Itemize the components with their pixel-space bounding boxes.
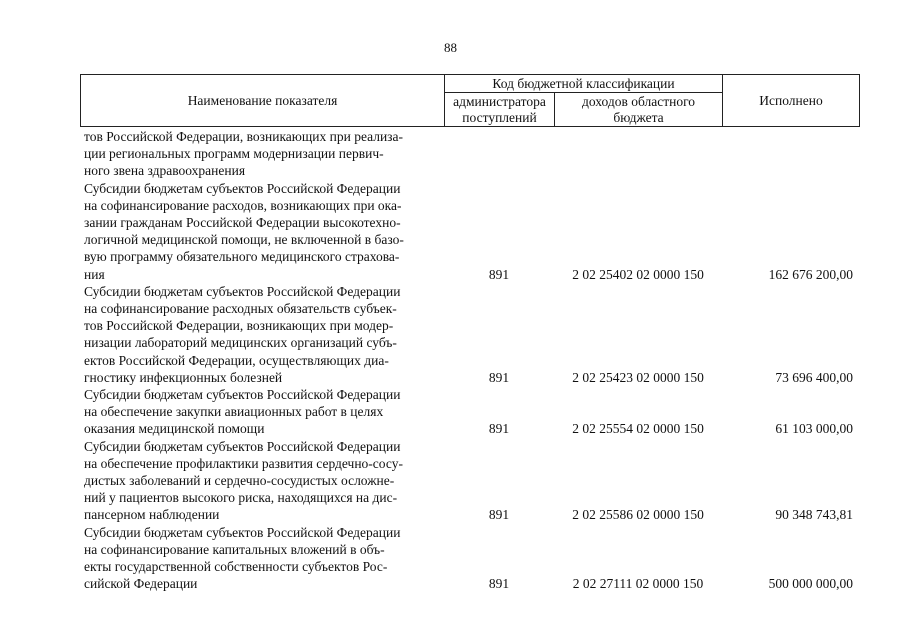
indicator-name-line: на обеспечение профилактики развития сердечно-сосу- <box>84 455 403 471</box>
indicator-name-line: ния <box>84 266 105 282</box>
indicator-name-line: дистых заболеваний и сердечно-сосудистых осложне- <box>84 473 395 489</box>
admin-code: 891 <box>488 507 510 523</box>
indicator-name-line: Субсидии бюджетам субъектов Российской Федерации <box>84 438 401 454</box>
header-admin-line: поступлений <box>462 109 537 125</box>
indicator-name <box>80 128 440 180</box>
page-number: 88 <box>444 40 457 55</box>
indicator-name-line: Субсидии бюджетам субъектов Российской Федерации <box>84 387 401 403</box>
income-code: 2 02 25554 02 0000 150 <box>572 421 704 437</box>
table-row <box>80 524 859 593</box>
header-income-line: доходов областного <box>581 93 696 109</box>
indicator-name-line: на софинансирование капитальных вложений в объ- <box>84 541 385 557</box>
income-code: 2 02 25402 02 0000 150 <box>572 266 704 282</box>
indicator-name-line: зании гражданам Российской Федерации высокотехно- <box>84 215 401 231</box>
indicator-name-line: тов Российской Федерации, возникающих при модер- <box>84 318 394 334</box>
table-row <box>80 128 859 180</box>
indicator-name-line: низации лабораторий медицинских организаций субъ- <box>84 335 397 351</box>
indicator-name <box>80 386 440 438</box>
indicator-name-line: вую программу обязательного медицинского страхова- <box>84 249 400 265</box>
indicator-name-line: пансерном наблюдении <box>84 507 220 523</box>
indicator-name-line: оказания медицинской помощи <box>84 421 265 437</box>
indicator-name-line: на обеспечение закупки авиационных работ в целях <box>84 404 384 420</box>
admin-code: 891 <box>488 266 510 282</box>
header-income-line: бюджета <box>613 109 664 125</box>
header-admin-column <box>445 93 555 127</box>
executed-amount: 73 696 400,00 <box>775 369 853 385</box>
table-body <box>80 128 859 592</box>
indicator-name <box>80 438 440 524</box>
indicator-name-line: на софинансирование расходов, возникающих при ока- <box>84 197 402 213</box>
admin-code: 891 <box>488 421 510 437</box>
indicator-name-line: ектов Российской Федерации, осуществляющих диа- <box>84 352 389 368</box>
indicator-name <box>80 524 440 593</box>
indicator-name-line: логичной медицинской помощи, не включенной в базо- <box>84 232 404 248</box>
income-code: 2 02 25586 02 0000 150 <box>572 507 704 523</box>
indicator-name-line: на софинансирование расходных обязательств субъек- <box>84 301 397 317</box>
header-income-column <box>555 93 723 127</box>
table-row <box>80 180 859 283</box>
admin-code: 891 <box>488 576 510 592</box>
table-row <box>80 386 859 438</box>
header-code-group: Код бюджетной классификации <box>445 75 723 93</box>
header-executed-column: Исполнено <box>723 75 860 127</box>
indicator-name <box>80 283 440 386</box>
indicator-name-line: Субсидии бюджетам субъектов Российской Федерации <box>84 524 401 540</box>
indicator-name-line: ного звена здравоохранения <box>84 163 246 179</box>
executed-amount: 90 348 743,81 <box>775 507 853 523</box>
executed-amount: 61 103 000,00 <box>775 421 853 437</box>
executed-amount: 500 000 000,00 <box>768 576 853 592</box>
indicator-name-line: ции региональных программ модернизации первич- <box>84 146 384 162</box>
income-code: 2 02 27111 02 0000 150 <box>572 576 704 592</box>
indicator-name-line: тов Российской Федерации, возникающих при реализа- <box>84 129 403 144</box>
indicator-name-line: екты государственной собственности субъектов Рос- <box>84 559 388 575</box>
income-code: 2 02 25423 02 0000 150 <box>572 369 704 385</box>
indicator-name-line: Субсидии бюджетам субъектов Российской Федерации <box>84 283 401 299</box>
indicator-name-line: гностику инфекционных болезней <box>84 369 283 385</box>
executed-amount: 162 676 200,00 <box>768 266 853 282</box>
table-row <box>80 438 859 524</box>
table-header <box>80 74 860 127</box>
indicator-name-line: ний у пациентов высокого риска, находящихся на дис- <box>84 490 398 506</box>
header-admin-line: администратора <box>453 93 546 109</box>
table-row <box>80 283 859 386</box>
indicator-name <box>80 180 440 283</box>
indicator-name-line: сийской Федерации <box>84 576 198 592</box>
admin-code: 891 <box>488 369 510 385</box>
header-name-column: Наименование показателя <box>81 75 445 127</box>
indicator-name-line: Субсидии бюджетам субъектов Российской Федерации <box>84 180 401 196</box>
